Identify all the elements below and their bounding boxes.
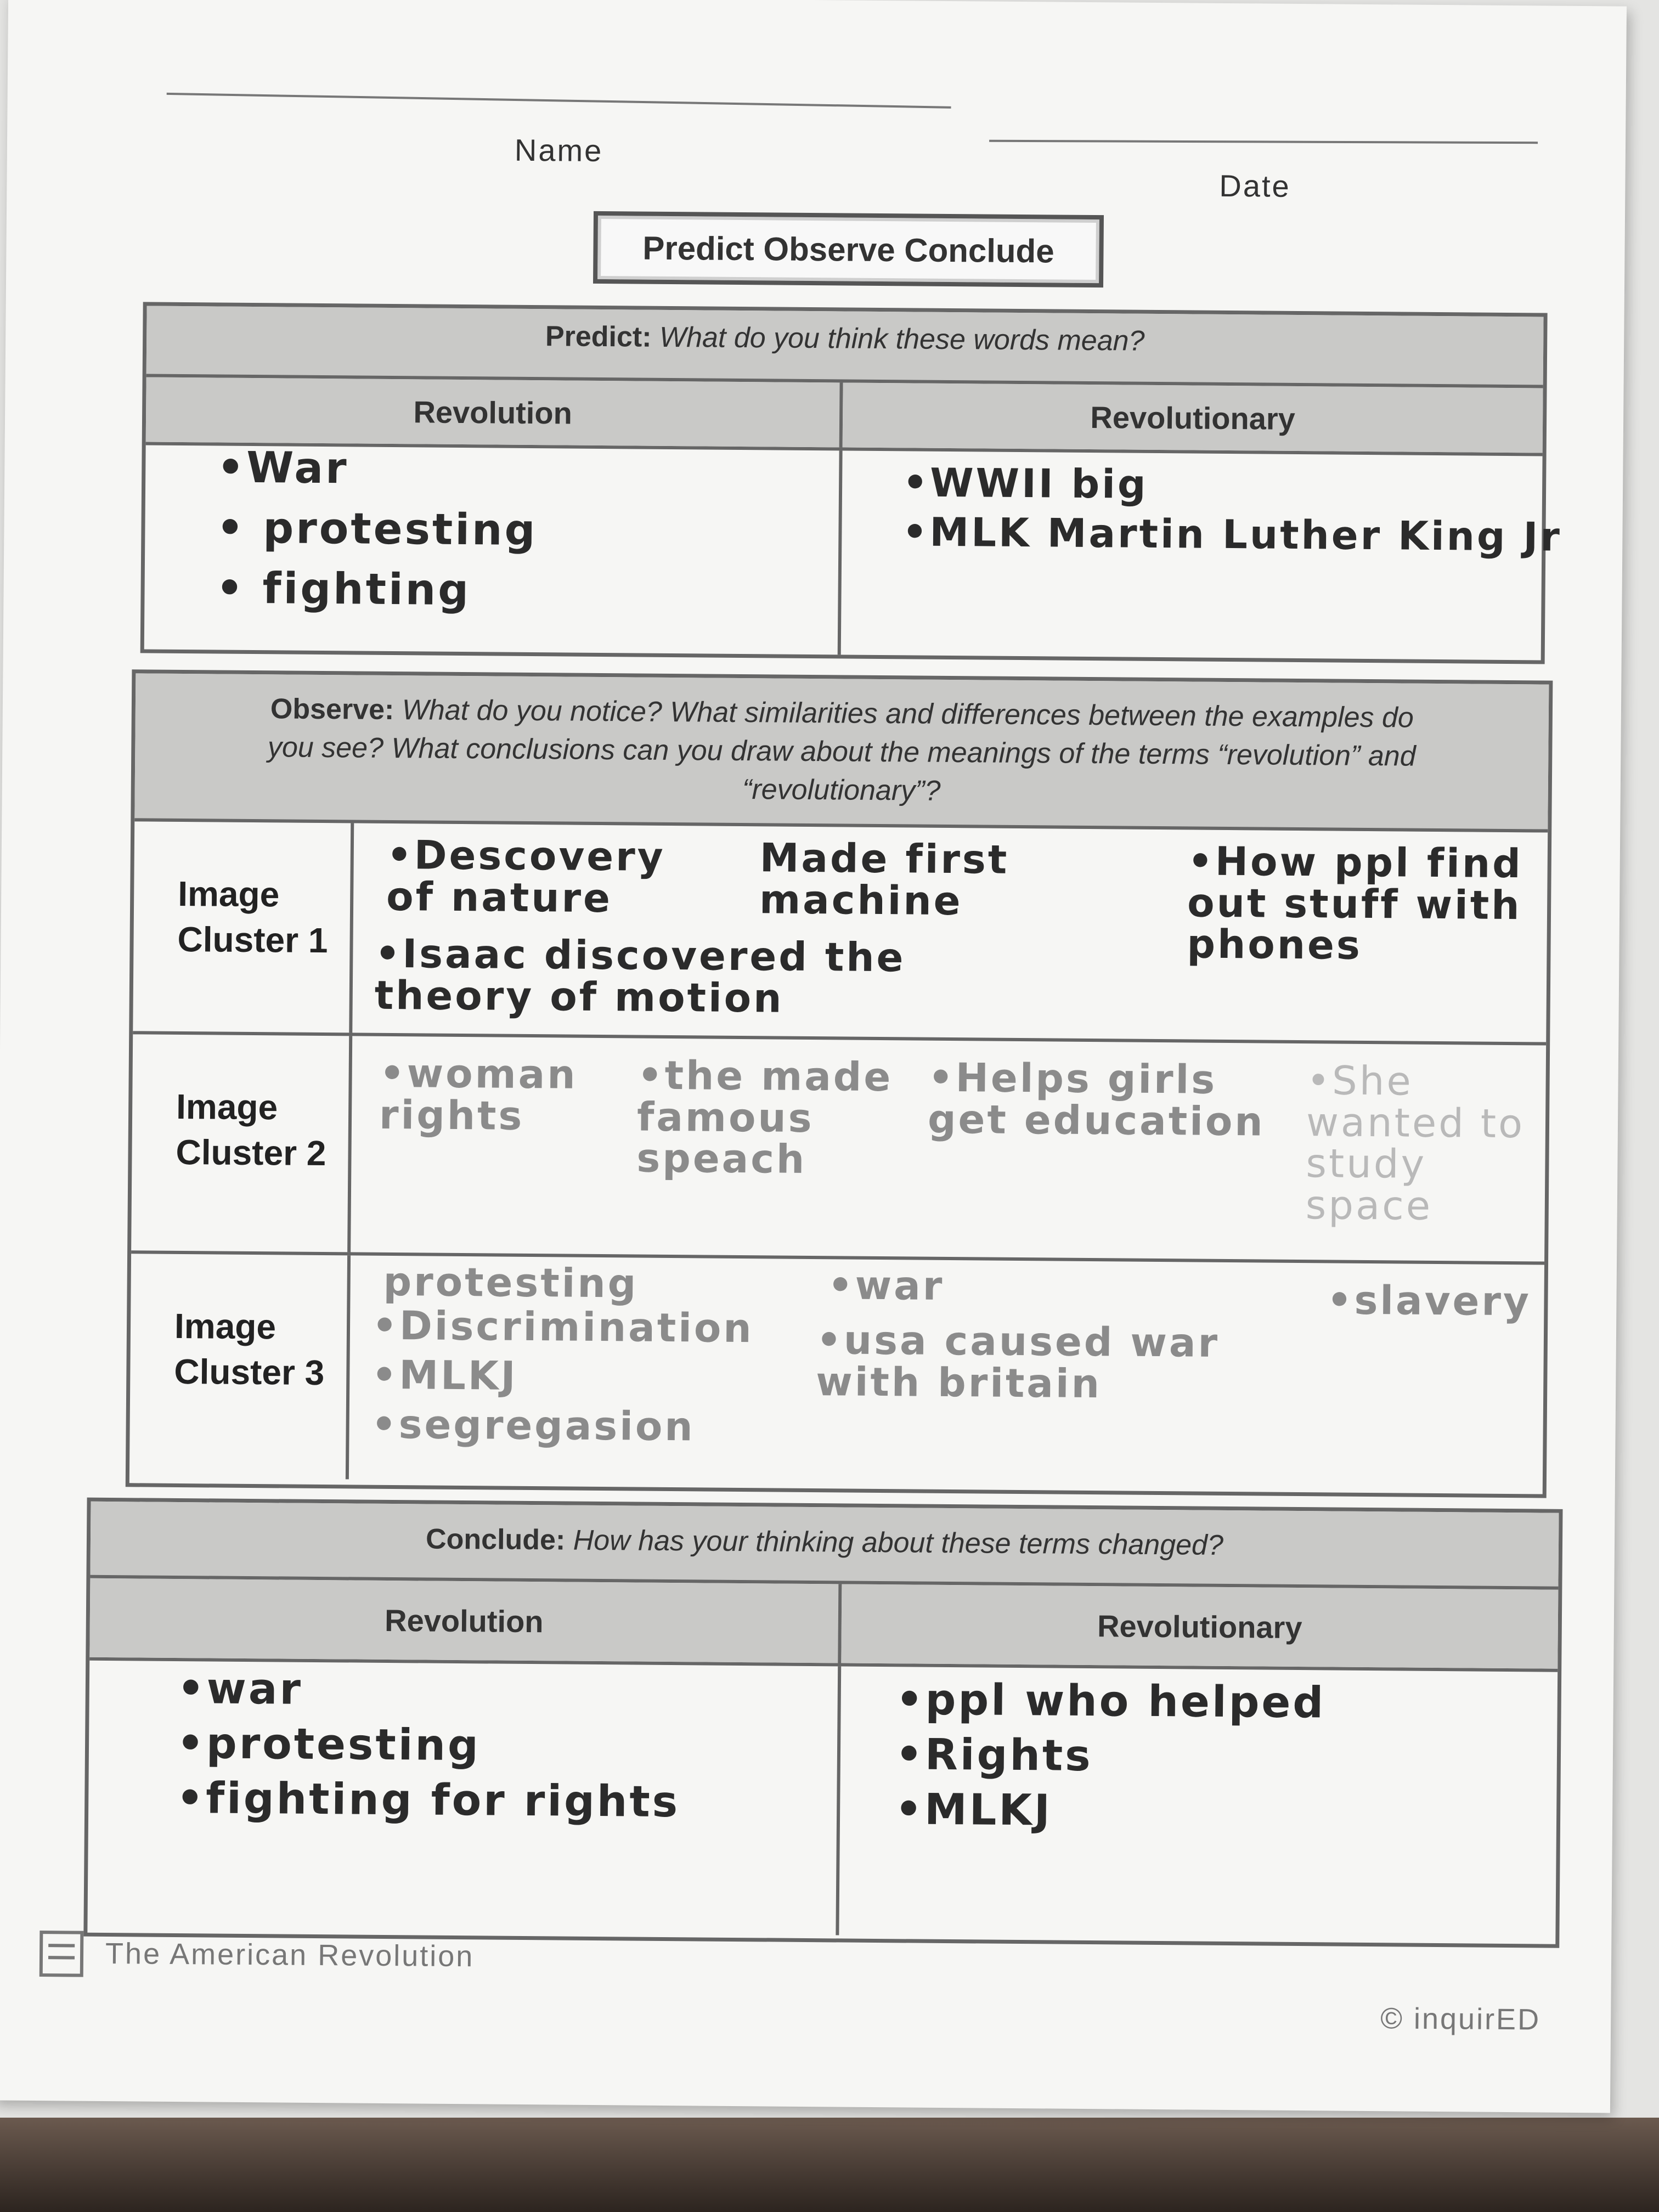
conclude-section [83,1498,1562,1948]
image-cluster-row-3 [129,1254,1544,1488]
handwritten-note: •Discrimination [371,1302,754,1352]
handwritten-note: •MLKJ [894,1785,1053,1836]
handwritten-note: protesting [383,1258,639,1307]
conclude-column-headers [89,1578,1558,1672]
handwritten-note: •MLK Martin Luther King Jr [902,509,1562,560]
cluster-label-1: Image Cluster 1 [133,821,354,1032]
predict-section [140,302,1562,664]
image-cluster-row-2 [131,1034,1546,1265]
unit-title: The American Revolution [105,1937,475,1973]
conclude-revolution-answer [87,1661,841,1936]
predict-col-revolution: Revolution [146,377,843,447]
handwritten-note: •ppl who helped [895,1675,1326,1728]
handwritten-note: •fighting for rights [176,1773,680,1827]
handwritten-note: •protesting [176,1718,481,1771]
handwritten-note: •the made famous speach [636,1052,893,1183]
predict-revolution-answer [144,445,843,654]
predict-answers [144,443,1562,660]
cluster-label-3: Image Cluster 3 [129,1254,351,1479]
predict-prompt-text: What do you think these words mean? [651,321,1145,357]
cluster-label-2: Image Cluster 2 [131,1034,352,1252]
handwritten-note: • protesting [216,503,538,556]
cluster-notes-1 [352,823,1548,1042]
observe-header [134,673,1549,832]
observe-section [126,669,1553,1498]
predict-prompt-label: Predict: [545,320,652,353]
predict-column-headers [146,377,1543,456]
image-cluster-row-1 [133,821,1548,1045]
name-line [167,93,951,109]
handwritten-note: •She wanted to study space [1305,1057,1525,1229]
handwritten-note: •Rights [895,1730,1093,1781]
handwritten-note: Made first machine [759,834,1009,924]
handwritten-note: •woman rights [379,1049,578,1139]
handwritten-note: •Isaac discovered the theory of motion [374,930,906,1022]
predict-col-revolutionary: Revolutionary [843,382,1543,453]
conclude-answers [87,1661,1558,1941]
predict-revolutionary-answer [841,450,1562,660]
name-label: Name [514,132,603,168]
handwritten-note: •How ppl find out stuff with phones [1187,838,1523,969]
date-label: Date [1219,168,1291,204]
handwritten-note: •WWII big [902,459,1148,507]
predict-header [146,306,1544,388]
cluster-notes-2 [351,1036,1546,1261]
worksheet-title: Predict Observe Conclude [593,211,1104,287]
observe-prompt-label: Observe: [270,693,394,726]
handwritten-note: •war [827,1262,945,1309]
handwritten-note: •segregasion [371,1401,695,1450]
conclude-revolutionary-answer [839,1666,1558,1940]
handwritten-note: •usa caused war with britain [815,1317,1220,1407]
copyright: © inquirED [1380,2002,1541,2036]
conclude-col-revolution: Revolution [89,1578,842,1663]
handwritten-note: •Descovery of nature [386,831,665,921]
conclude-col-revolutionary: Revolutionary [841,1584,1558,1668]
handwritten-note: •slavery [1327,1277,1532,1325]
handwritten-note: •Helps girls get education [927,1054,1265,1145]
handwritten-note: • fighting [216,563,471,616]
date-line [989,140,1538,144]
handwritten-note: •MLKJ [371,1351,518,1399]
conclude-header [90,1502,1559,1590]
conclude-prompt-label: Conclude: [425,1523,566,1556]
table-surface [0,2118,1659,2212]
handwritten-note: •war [177,1663,303,1714]
handwritten-note: •War [216,443,349,494]
conclude-prompt-text: How has your thinking about these terms changed? [565,1524,1224,1561]
cluster-notes-3 [349,1255,1544,1488]
observe-prompt-text: What do you notice? What similarities and differences between the examples do you see? What conclusions can you draw about the meanings of the terms “revolution” and “revolutionary”? [267,694,1416,808]
book-icon [40,1931,84,1977]
